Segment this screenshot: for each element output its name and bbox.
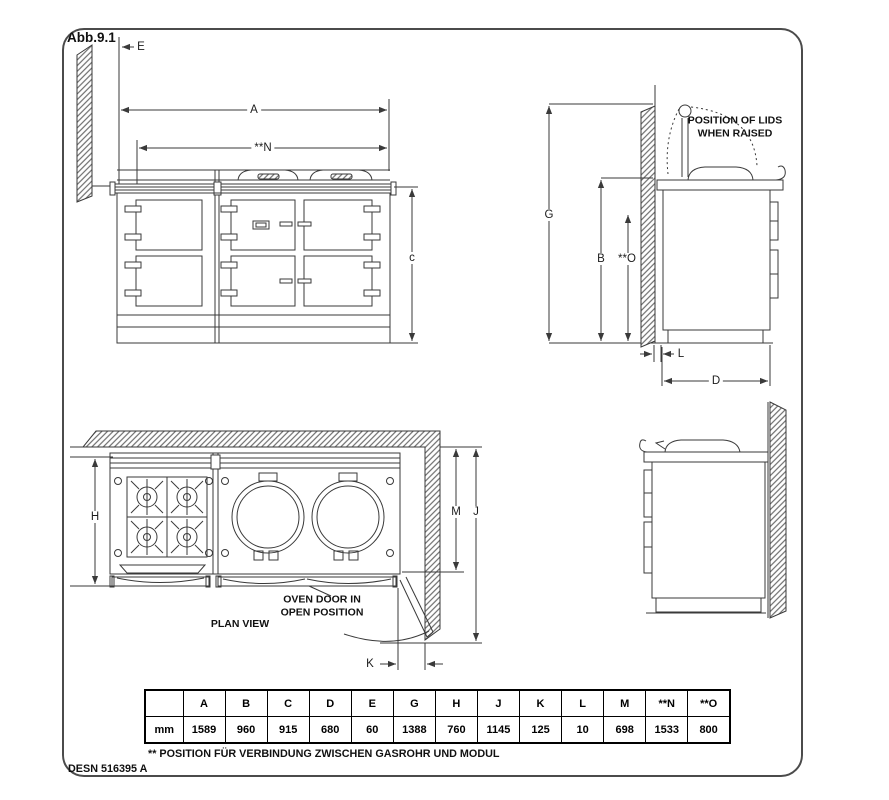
table-header-a: A — [183, 690, 225, 717]
value-e: 60 — [351, 717, 393, 744]
dim-label-n: **N — [251, 142, 274, 154]
dim-label-a: A — [247, 104, 261, 116]
dim-label-o: **O — [615, 253, 639, 265]
plan-view — [70, 431, 482, 670]
wall-hatch-left — [77, 45, 92, 202]
oven-door-note-line1: OVEN DOOR IN — [283, 593, 361, 606]
table-header-b: B — [225, 690, 267, 717]
figure-title: Abb.9.1 — [67, 30, 116, 45]
oven-door — [304, 256, 372, 306]
dim-label-h: H — [88, 511, 102, 523]
dim-label-k: K — [363, 658, 377, 670]
plinth — [656, 598, 761, 612]
value-l: 10 — [562, 717, 604, 744]
closed-lid-dome — [665, 440, 740, 452]
wall-hatch — [641, 106, 655, 347]
value-o: 800 — [688, 717, 730, 744]
table-header-row — [145, 690, 730, 717]
oven-door — [136, 256, 202, 306]
value-k: 125 — [520, 717, 562, 744]
door-hinges — [125, 206, 380, 296]
plinth — [668, 330, 763, 343]
table-header-j: J — [477, 690, 519, 717]
corner-side-view — [640, 402, 786, 618]
cooker-side-body — [663, 190, 770, 330]
dim-label-m: M — [448, 506, 464, 518]
table-header-g: G — [393, 690, 435, 717]
value-g: 1388 — [393, 717, 435, 744]
value-a: 1589 — [183, 717, 225, 744]
table-header-h: H — [435, 690, 477, 717]
oven-door-note-line2: OPEN POSITION — [280, 606, 364, 618]
dim-label-l: L — [675, 348, 687, 360]
closed-lid-dome — [688, 167, 753, 180]
table-header-m: M — [604, 690, 646, 717]
table-header-d: D — [309, 690, 351, 717]
oven-door — [304, 200, 372, 250]
lids-note — [688, 115, 783, 140]
table-header-e: E — [351, 690, 393, 717]
value-h: 760 — [435, 717, 477, 744]
top-plate — [657, 180, 783, 190]
value-m: 698 — [604, 717, 646, 744]
document-number: DESN 516395 A — [68, 763, 148, 775]
front-elevation — [77, 37, 418, 343]
cooker-side-body — [652, 462, 765, 598]
lids-note-line1: POSITION OF LIDS — [687, 114, 783, 127]
table-corner-cell — [145, 690, 183, 717]
wall-hatch-l-shape — [83, 431, 440, 640]
oven-door-note — [281, 594, 364, 619]
footnote: ** POSITION FÜR VERBINDUNG ZWISCHEN GASROHR UND MODUL — [148, 748, 500, 760]
table-header-n: **N — [646, 690, 688, 717]
front-rail — [113, 184, 393, 193]
dim-label-c: c — [406, 252, 418, 264]
wall-hatch — [770, 402, 786, 618]
value-c: 915 — [267, 717, 309, 744]
table-header-k: K — [520, 690, 562, 717]
value-d: 680 — [309, 717, 351, 744]
front-flange — [770, 166, 785, 180]
hotplate-lids-plan — [232, 473, 384, 560]
lids-note-line2: WHEN RAISED — [697, 127, 773, 139]
front-flange — [640, 440, 652, 452]
cooker-body — [117, 193, 390, 343]
top-plate — [644, 452, 768, 462]
plan-view-label: PLAN VIEW — [210, 617, 270, 630]
dimensions-table — [144, 689, 731, 744]
value-j: 1145 — [477, 717, 519, 744]
table-values-row — [145, 717, 730, 744]
plan-cooker-body — [110, 453, 400, 574]
dim-label-j: J — [470, 506, 482, 518]
table-row-label: mm — [145, 717, 183, 744]
dim-label-g: G — [542, 209, 557, 221]
oven-door — [136, 200, 202, 250]
table-header-o: **O — [688, 690, 730, 717]
dim-label-e: E — [134, 41, 148, 53]
table-header-l: L — [562, 690, 604, 717]
dim-label-d: D — [709, 375, 723, 387]
table-header-c: C — [267, 690, 309, 717]
value-b: 960 — [225, 717, 267, 744]
value-n: 1533 — [646, 717, 688, 744]
dim-label-b: B — [594, 253, 608, 265]
